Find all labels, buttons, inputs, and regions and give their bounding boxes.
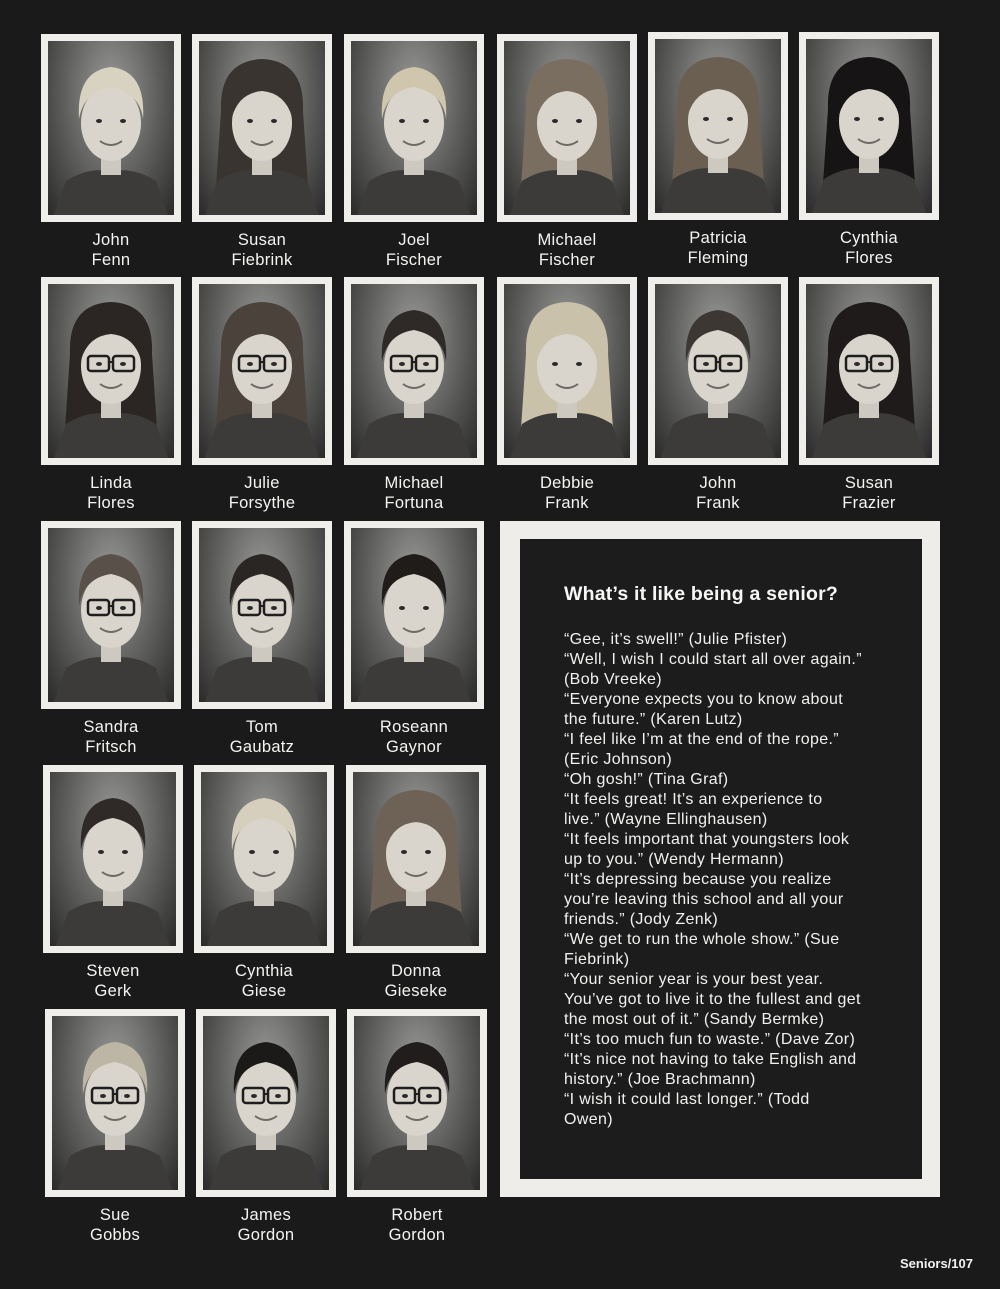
first-name: Joel: [398, 231, 430, 249]
portrait-photo-debbie-frank: [497, 277, 637, 465]
portrait-image: [199, 528, 325, 702]
last-name: Gordon: [237, 1226, 295, 1244]
quote-line: “Well, I wish I could start all over again.”: [564, 651, 862, 668]
quote-line: friends.” (Jody Zenk): [564, 911, 719, 928]
portrait-photo-susan-frazier: [799, 277, 939, 465]
portrait-image: [351, 528, 477, 702]
quote-line: “Gee, it’s swell!” (Julie Pfister): [564, 631, 788, 648]
portrait-image: [199, 284, 325, 458]
first-name: Cynthia: [839, 229, 899, 247]
first-name: John: [92, 231, 130, 249]
quote-line: you’re leaving this school and all your: [564, 891, 844, 908]
name-caption-susan-frazier: [789, 473, 949, 513]
quote-line: (Bob Vreeke): [564, 671, 662, 688]
first-name: Donna: [390, 962, 442, 980]
quote-line: the future.” (Karen Lutz): [564, 711, 743, 728]
quote-line: “Your senior year is your best year.: [564, 971, 824, 988]
portrait-photo-susan-fiebrink: [192, 34, 332, 222]
first-name: Susan: [237, 231, 287, 249]
first-name: John: [699, 474, 737, 492]
portrait-photo-roseann-gaynor: [344, 521, 484, 709]
name-caption-susan-fiebrink: [182, 230, 342, 270]
last-name: Fortuna: [384, 494, 444, 512]
quote-line: (Eric Johnson): [564, 751, 673, 768]
first-name: James: [240, 1206, 292, 1224]
portrait-image: [806, 284, 932, 458]
last-name: Fenn: [91, 251, 131, 269]
portrait-image: [504, 284, 630, 458]
first-name: Patricia: [689, 229, 747, 247]
page-folio: Seniors/107: [900, 1256, 973, 1271]
quote-line: the most out of it.” (Sandy Bermke): [564, 1011, 825, 1028]
name-caption-linda-flores: [31, 473, 191, 513]
portrait-image: [48, 284, 174, 458]
last-name: Gobbs: [89, 1226, 141, 1244]
last-name: Fritsch: [85, 738, 137, 756]
first-name: Sandra: [83, 718, 139, 736]
first-name: Sue: [99, 1206, 131, 1224]
senior-quotes-panel: [520, 539, 922, 1179]
portrait-image: [48, 41, 174, 215]
quote-line: “I feel like I’m at the end of the rope.”: [564, 731, 839, 748]
name-caption-john-fenn: [31, 230, 191, 270]
quote-line: “It’s nice not having to take English and: [564, 1051, 857, 1068]
name-caption-sue-gobbs: [35, 1205, 195, 1245]
portrait-photo-joel-fischer: [344, 34, 484, 222]
quote-line: up to you.” (Wendy Hermann): [564, 851, 784, 868]
portrait-photo-john-fenn: [41, 34, 181, 222]
last-name: Frazier: [842, 494, 896, 512]
portrait-photo-cynthia-giese: [194, 765, 334, 953]
last-name: Fleming: [687, 249, 749, 267]
quote-line: “It feels great! It’s an experience to: [564, 791, 823, 808]
first-name: Linda: [90, 474, 132, 492]
last-name: Gordon: [388, 1226, 446, 1244]
quote-line: “Everyone expects you to know about: [564, 691, 844, 708]
portrait-image: [48, 528, 174, 702]
last-name: Frank: [545, 494, 589, 512]
name-caption-julie-forsythe: [182, 473, 342, 513]
first-name: Michael: [384, 474, 444, 492]
senior-quotes-text: [564, 630, 878, 1130]
quote-line: “It feels important that youngsters look: [564, 831, 850, 848]
quote-line: “It’s too much fun to waste.” (Dave Zor): [564, 1031, 856, 1048]
portrait-photo-steven-gerk: [43, 765, 183, 953]
portrait-photo-james-gordon: [196, 1009, 336, 1197]
portrait-photo-michael-fortuna: [344, 277, 484, 465]
name-caption-debbie-frank: [487, 473, 647, 513]
name-caption-john-frank: [638, 473, 798, 513]
first-name: Steven: [86, 962, 140, 980]
portrait-image: [203, 1016, 329, 1190]
portrait-photo-cynthia-flores: [799, 32, 939, 220]
first-name: Michael: [537, 231, 597, 249]
portrait-photo-robert-gordon: [347, 1009, 487, 1197]
portrait-image: [806, 39, 932, 213]
portrait-photo-patricia-fleming: [648, 32, 788, 220]
quote-line: history.” (Joe Brachmann): [564, 1071, 756, 1088]
name-caption-patricia-fleming: [638, 228, 798, 268]
name-caption-cynthia-flores: [789, 228, 949, 268]
portrait-image: [199, 41, 325, 215]
portrait-photo-tom-gaubatz: [192, 521, 332, 709]
quote-line: “I wish it could last longer.” (Todd: [564, 1091, 810, 1108]
quote-line: Fiebrink): [564, 951, 630, 968]
name-caption-joel-fischer: [334, 230, 494, 270]
quote-line: “We get to run the whole show.” (Sue: [564, 931, 840, 948]
portrait-photo-sue-gobbs: [45, 1009, 185, 1197]
last-name: Gerk: [94, 982, 132, 1000]
quote-line: “It’s depressing because you realize: [564, 871, 832, 888]
last-name: Flores: [845, 249, 893, 267]
name-caption-robert-gordon: [337, 1205, 497, 1245]
senior-quotes-box: [500, 521, 940, 1197]
last-name: Fischer: [538, 251, 596, 269]
name-caption-michael-fischer: [487, 230, 647, 270]
last-name: Flores: [87, 494, 135, 512]
portrait-image: [201, 772, 327, 946]
quote-line: You’ve got to live it to the fullest and get: [564, 991, 861, 1008]
first-name: Susan: [844, 474, 894, 492]
portrait-image: [655, 284, 781, 458]
last-name: Fiebrink: [231, 251, 293, 269]
portrait-image: [50, 772, 176, 946]
portrait-photo-julie-forsythe: [192, 277, 332, 465]
first-name: Debbie: [539, 474, 595, 492]
first-name: Julie: [244, 474, 280, 492]
quote-line: live.” (Wayne Ellinghausen): [564, 811, 768, 828]
portrait-image: [52, 1016, 178, 1190]
portrait-image: [504, 41, 630, 215]
portrait-image: [351, 284, 477, 458]
name-caption-sandra-fritsch: [31, 717, 191, 757]
portrait-image: [353, 772, 479, 946]
last-name: Fischer: [385, 251, 443, 269]
senior-quotes-title: What’s it like being a senior?: [564, 583, 838, 605]
last-name: Forsythe: [228, 494, 296, 512]
last-name: Frank: [696, 494, 740, 512]
name-caption-michael-fortuna: [334, 473, 494, 513]
portrait-photo-sandra-fritsch: [41, 521, 181, 709]
portrait-image: [351, 41, 477, 215]
last-name: Gaubatz: [229, 738, 295, 756]
first-name: Robert: [391, 1206, 443, 1224]
first-name: Tom: [245, 718, 279, 736]
portrait-image: [655, 39, 781, 213]
quote-line: Owen): [564, 1111, 613, 1128]
portrait-image: [354, 1016, 480, 1190]
name-caption-cynthia-giese: [184, 961, 344, 1001]
name-caption-roseann-gaynor: [334, 717, 494, 757]
name-caption-donna-gieseke: [336, 961, 496, 1001]
name-caption-tom-gaubatz: [182, 717, 342, 757]
portrait-photo-donna-gieseke: [346, 765, 486, 953]
first-name: Cynthia: [234, 962, 294, 980]
last-name: Gaynor: [386, 738, 442, 756]
name-caption-steven-gerk: [33, 961, 193, 1001]
first-name: Roseann: [379, 718, 449, 736]
quote-line: “Oh gosh!” (Tina Graf): [564, 771, 729, 788]
last-name: Gieseke: [384, 982, 448, 1000]
portrait-photo-john-frank: [648, 277, 788, 465]
portrait-photo-michael-fischer: [497, 34, 637, 222]
portrait-photo-linda-flores: [41, 277, 181, 465]
name-caption-james-gordon: [186, 1205, 346, 1245]
last-name: Giese: [241, 982, 287, 1000]
